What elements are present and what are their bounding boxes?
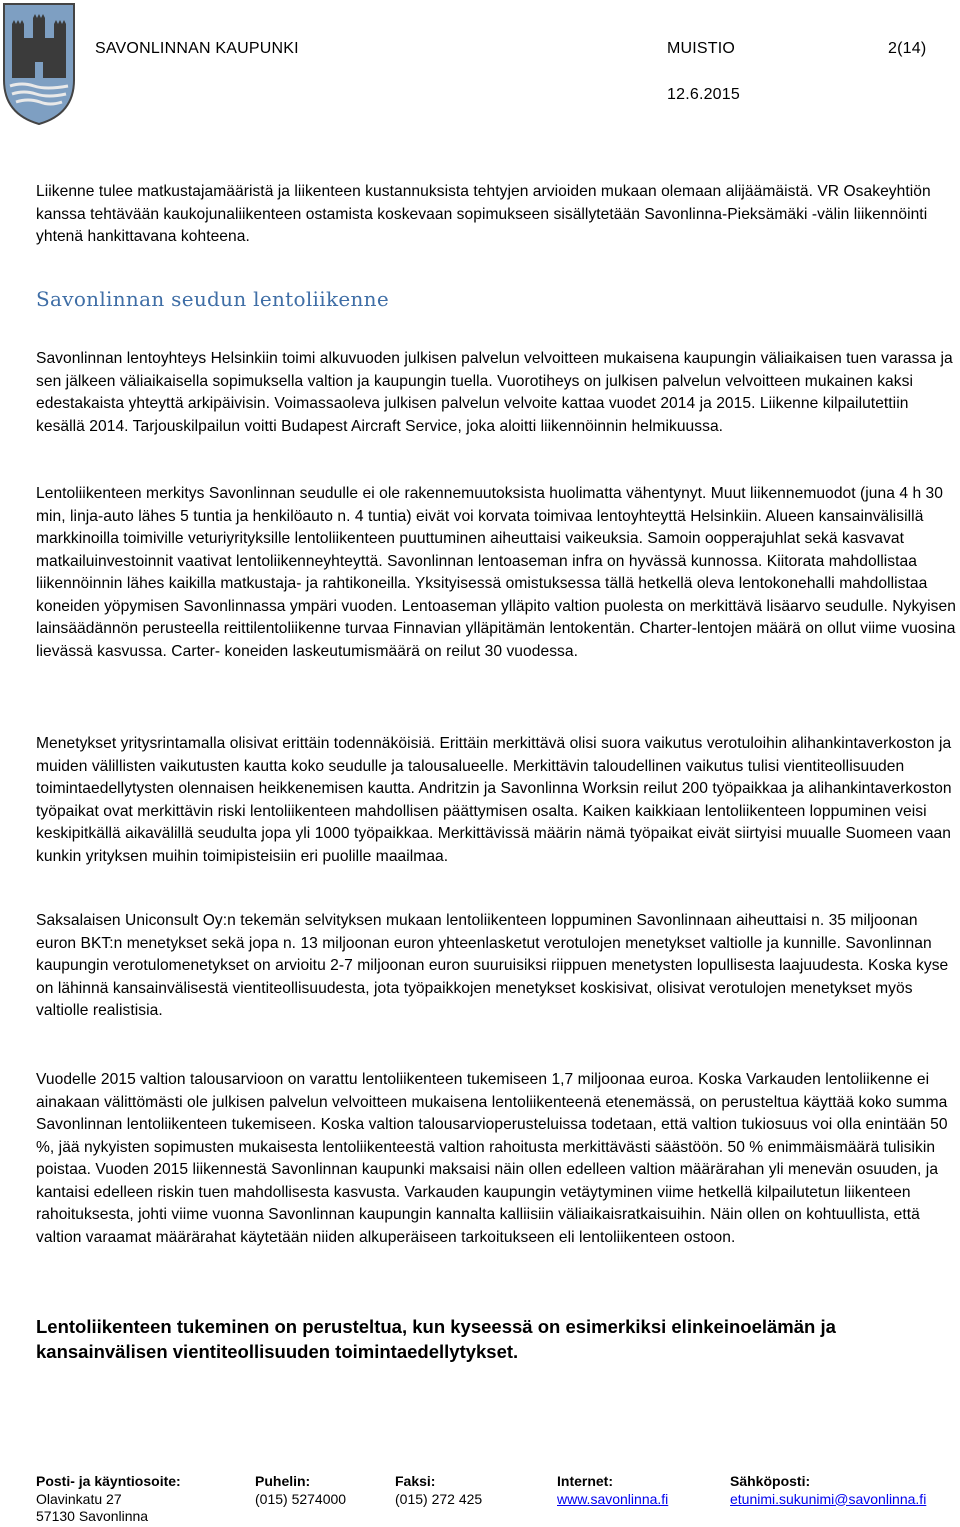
email-label: Sähköposti: (730, 1473, 811, 1489)
fax-label: Faksi: (395, 1473, 436, 1489)
footer-phone (255, 1473, 346, 1508)
website-link[interactable]: www.savonlinna.fi (557, 1490, 669, 1507)
phone-label: Puhelin: (255, 1473, 311, 1489)
page-number: 2(14) (888, 40, 927, 57)
footer-address (36, 1473, 181, 1526)
footer-email (730, 1473, 926, 1508)
footer-internet (557, 1473, 668, 1508)
fax-number: (015) 272 425 (395, 1490, 483, 1507)
paragraph-flight-connection: Savonlinnan lentoyhteys Helsinkiin toimi alkuvuoden julkisen palvelun velvoitteen mukaisena kaupungin väliaikaisen tuen varassa ja sen jälkeen väliaikaisella sopimuksella valtion ja kaupungin tuella. Vuorotiheys on julkisen palvelun velvoitteen mukainen kaksi edestakaista yhteyttä arkipäivisin. Voimassaoleva julkisen palvelun velvoite kattaa vuodet 2014 ja 2015. Liikenne kilpailutettiin kesällä 2014. Tarjouskilpailun voitti Budapest Aircraft Service, joka aloitti liikennöinnin helmikuussa. (36, 350, 953, 435)
paragraph-state-budget: Vuodelle 2015 valtion talousarvioon on varattu lentoliikenteen tukemiseen 1,7 miljoonaa euroa. Koska Varkauden lentoliikenne ei ainakaan välittömästi ole julkisen palvelun velvoitteen mukaisena lentoliikenteenä etenemässä, on perusteltua käyttää koko summa Savonlinnan lentoliikenteen tukemiseen. Koska valtion talousarvioperusteluissa todetaan, että valtion tukiosuus voi olla enintään 50 %, jää nykyisten sopimusten mukaisesta lentoliikenteestä valtion rahoitusta merkittävästi säästöön. 50 % enimmäismäärä tulisikin poistaa. Vuoden 2015 liikennestä Savonlinnan kaupunki maksaisi näin ollen edelleen valtion määrärahan yli menevän osuuden, ja kantaisi edelleen riskin tuen mahdollisesta kasvusta. Varkauden kaupungin vetäytyminen viime hetkellä kilpailutetun liikenteen rahoituksesta, johti viime vuonna Savonlinnan kaupungin kannalta kalliisiin väliaikaisratkaisuihin. Näin ollen on kohtuullista, että valtion varaamat määrärahat käytetään niiden alkuperäiseen tarkoitukseen eli lentoliikenteen ostoon. (36, 1071, 948, 1246)
paragraph-air-traffic-importance: Lentoliikenteen merkitys Savonlinnan seudulle ei ole rakennemuutoksista huolimatta vähentynyt. Muut liikennemuodot (juna 4 h 30 min, linja-auto lähes 5 tuntia ja henkilöauto n. 4 tuntia) eivät voi korvata toimivaa lentoyhteyttä Helsinkiin. Alueen kansainvälisillä markkinoilla toimiville veturiyrityksille lentoliikenteen puuttuminen aiheuttaisi vaikeuksia. Samoin oopperajuhlat sekä kasvavat matkailuinvestoinnit vaativat lentoliikenneyhteyttä. Savonlinnan lentoaseman infra on hyvässä kunnossa. Kiitorata mahdollistaa liikennöinnin lähes kaikilla matkustaja- ja rahtikoneilla. Yksityisessä omistuksessa tällä hetkellä oleva lentokonehalli mahdollistaa koneiden yöpymisen Savonlinnassa ympäri vuoden. Lentoaseman ylläpito valtion puolesta on merkittävä lisäarvo seudulle. Nykyisen lainsäädännön perusteella reittilentoliikenne turvaa Finnavian ylläpitämän lentokentän. Charter-lentojen määrä on ollut viime vuosina lievässä kasvussa. Carter- koneiden laskeutumismäärä on reilut 30 vuodessa. (36, 485, 956, 660)
internet-label: Internet: (557, 1473, 613, 1489)
paragraph-uniconsult-study: Saksalaisen Uniconsult Oy:n tekemän selvityksen mukaan lentoliikenteen loppuminen Savonlinnaan aiheuttaisi n. 35 miljoonan euron BKT:n menetykset sekä jopa n. 13 miljoonan euron yhteenlasketut verotulojen menetykset valtiolle ja kunnille. Savonlinnan kaupungin verotulomenetykset on arvioitu 2-7 miljoonan euron suuruisiksi riippuen menetysten lopullisesta laajuudesta. Koska kyse on lähinnä kansainvälisestä vientiteollisuudesta, jota työpaikkojen menetykset koskisivat, olisivat verotulojen menetykset myös valtiolle realistisia. (36, 912, 949, 1019)
paragraph-business-losses: Menetykset yritysrintamalla olisivat erittäin todennäköisiä. Erittäin merkittävä olisi suora vaikutus verotuloihin alihankintaverkoston ja muiden välillisten vaikutusten kautta koko seudulle ja talousalueelle. Merkittävin taloudellinen vaikutus tulisi vientiteollisuuden toimintaedellytysten olennaisen heikkenemisen kautta. Andritzin ja Savonlinna Worksin reilut 200 työpaikkaa ja alihankintaverkoston työpaikat ovat merkittävin riski lentoliikenteen mahdollisen päättymisen osalta. Kaiken kaikkiaan lentoliikenteen loppuminen veisi keskipitkällä aikavälillä seudulta jopa yli 1000 työpaikkaa. Merkittävissä määrin nämä työpaikat eivät siirtyisi muualle Suomeen vaan kunkin yrityksen muihin toimipisteisiin eri puolille maailmaa. (36, 735, 952, 865)
document-type: MUISTIO (667, 40, 736, 57)
paragraph-railway: Liikenne tulee matkustajamääristä ja liikenteen kustannuksista tehtyjen arvioiden mukaan olemaan alijäämäistä. VR Osakeyhtiön kanssa tehtävään kaukojunaliikenteen ostamista koskevaan sopimukseen sisällytetään Savonlinna-Pieksämäki -välin liikennöinti yhtenä hankittavana kohteena. (36, 183, 931, 245)
conclusion-statement: Lentoliikenteen tukeminen on perusteltua, kun kyseessä on esimerkiksi elinkeinoelämän ja kansainvälisen vientiteollisuuden toimintaedellytykset. (36, 1316, 836, 1362)
address-label: Posti- ja käyntiosoite: (36, 1473, 181, 1489)
document-date: 12.6.2015 (667, 86, 740, 103)
address-line-1: Olavinkatu 27 (36, 1490, 122, 1507)
phone-number: (015) 5274000 (255, 1490, 347, 1507)
section-heading: Savonlinnan seudun lentoliikenne (36, 287, 389, 311)
castle-coat-of-arms-icon (2, 2, 76, 126)
footer-fax (395, 1473, 482, 1508)
email-link[interactable]: etunimi.sukunimi@savonlinna.fi (730, 1490, 927, 1507)
organization-name: SAVONLINNAN KAUPUNKI (95, 40, 299, 57)
address-line-2: 57130 Savonlinna (36, 1508, 149, 1524)
